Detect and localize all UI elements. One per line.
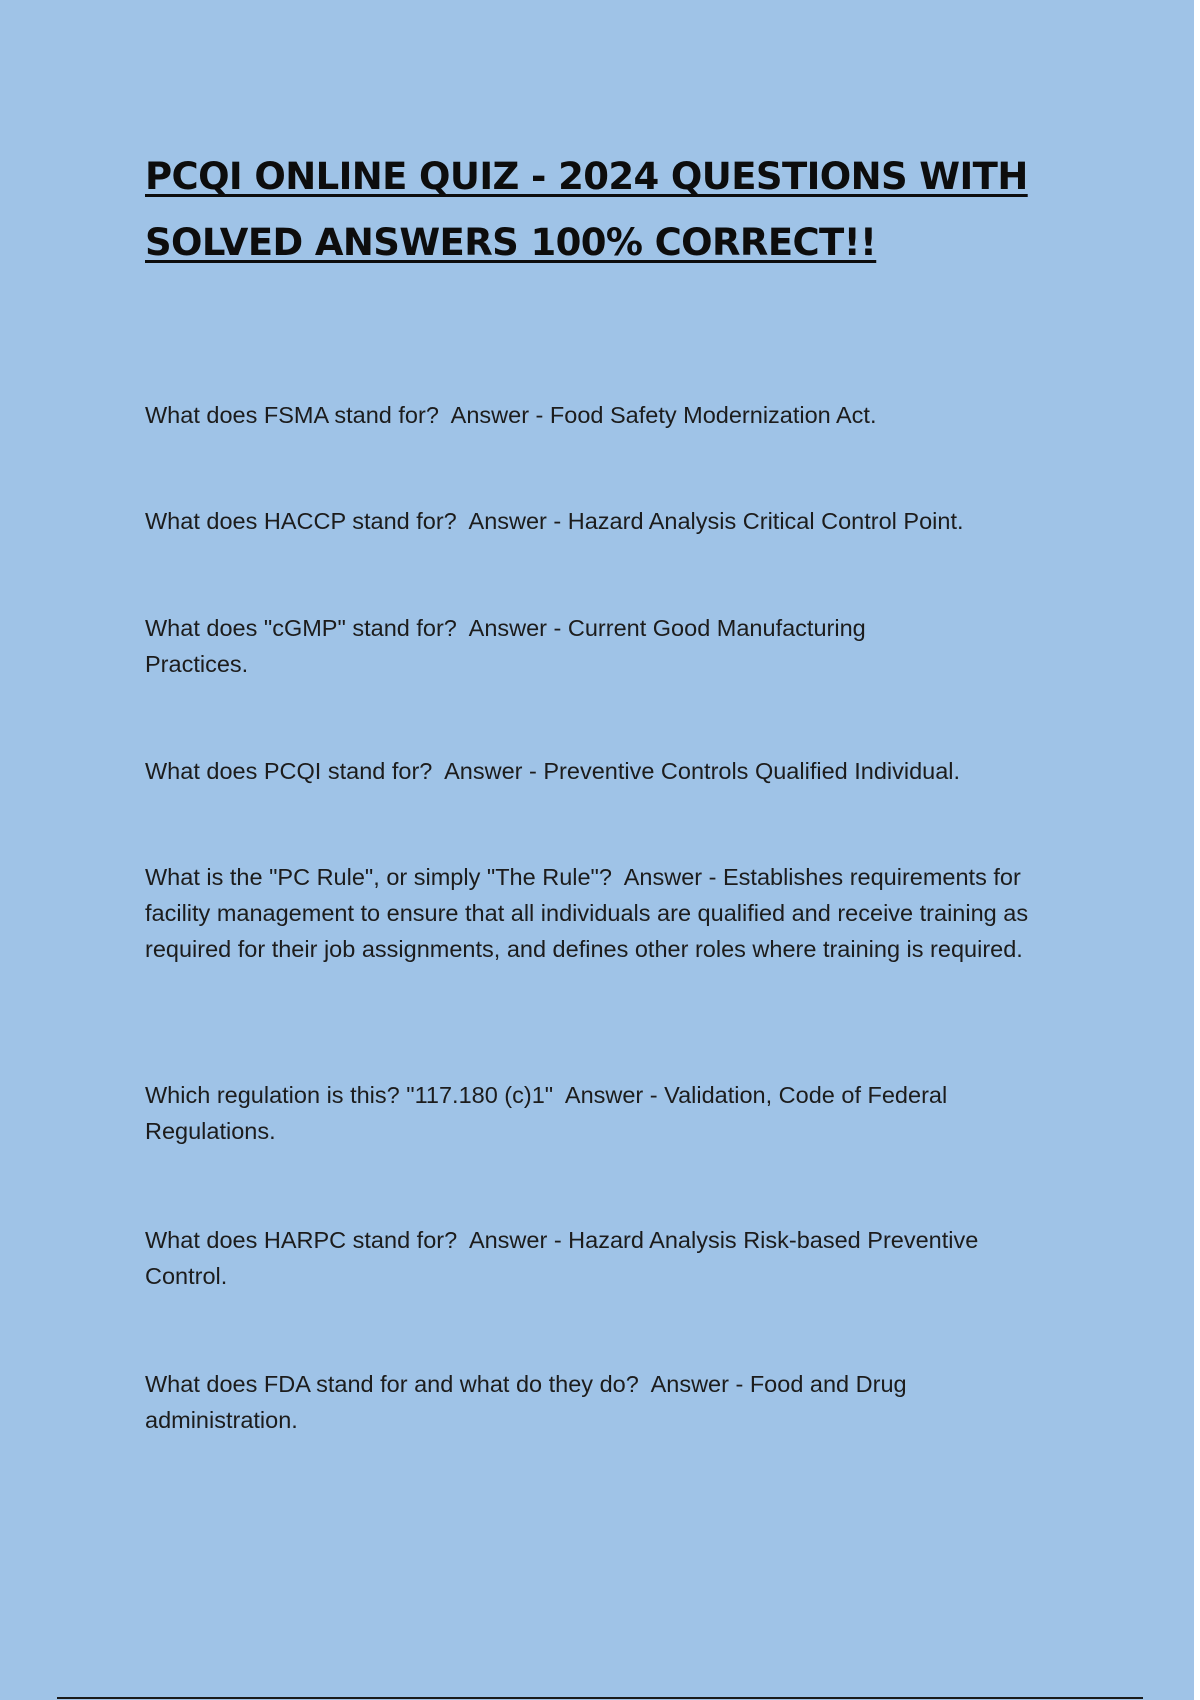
question-text: What does FSMA stand for? — [145, 402, 439, 428]
answer-text: Answer - Hazard Analysis Risk-based Preventive Control. — [145, 1227, 979, 1289]
answer-text: Answer - Hazard Analysis Critical Control Point. — [468, 508, 964, 534]
qa-item — [145, 397, 1065, 433]
question-text: Which regulation is this? "117.180 (c)1" — [145, 1082, 554, 1108]
document-title: PCQI ONLINE QUIZ - 2024 QUESTIONS WITH SOLVED ANSWERS 100% CORRECT!! — [145, 155, 1028, 264]
qa-item — [145, 1366, 1005, 1438]
answer-text: Answer - Current Good Manufacturing Practices. — [145, 615, 866, 677]
footer-divider — [57, 1697, 1143, 1699]
qa-item — [145, 1222, 1045, 1294]
question-text: What does HACCP stand for? — [145, 508, 457, 534]
answer-text: Answer - Food and Drug administration. — [145, 1371, 907, 1433]
qa-item — [145, 503, 1065, 539]
answer-text: Answer - Food Safety Modernization Act. — [450, 402, 877, 428]
answer-text: Answer - Validation, Code of Federal Regulations. — [145, 1082, 948, 1144]
qa-item — [145, 610, 965, 682]
question-text: What does HARPC stand for? — [145, 1227, 458, 1253]
question-text: What does "cGMP" stand for? — [145, 615, 457, 641]
qa-item — [145, 859, 1065, 967]
answer-text: Answer - Preventive Controls Qualified Individual. — [444, 758, 961, 784]
qa-item — [145, 1077, 1045, 1149]
question-text: What is the "PC Rule", or simply "The Rule"? — [145, 864, 612, 890]
question-text: What does FDA stand for and what do they do? — [145, 1371, 639, 1397]
question-text: What does PCQI stand for? — [145, 758, 433, 784]
qa-item — [145, 753, 1065, 789]
page-edge — [1194, 0, 1200, 1700]
answer-text: Answer - Establishes requirements for facility management to ensure that all individuals are qualified and receive training as required for their job assignments, and defines other roles where training is required. — [145, 864, 1029, 962]
